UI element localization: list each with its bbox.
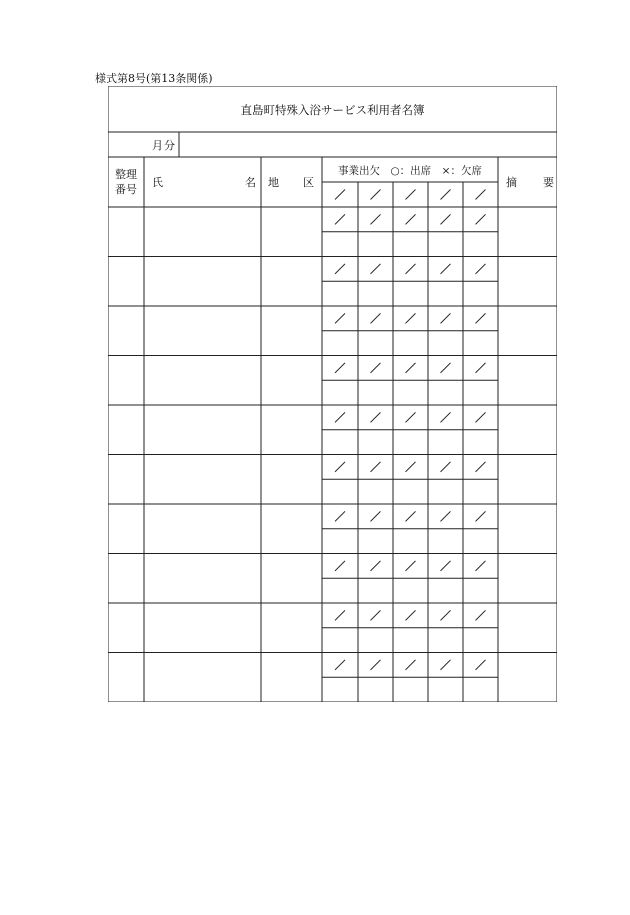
record-row-4-date-slash-2 (371, 363, 381, 373)
record-row-3-date-slash-5 (476, 313, 486, 323)
record-row-8-date-slash-2 (371, 561, 381, 571)
record-row-5-date-slash-3 (406, 412, 416, 422)
record-row-7-date-slash-4 (441, 511, 451, 521)
header-attendance: 事業出欠 ○：出席 ×：欠席 (338, 165, 482, 177)
record-row-4-date-slash-5 (476, 363, 486, 373)
record-row-6-date-slash-1 (335, 462, 345, 472)
record-row-3-date-slash-4 (441, 313, 451, 323)
record-row-3-date-slash-1 (335, 313, 345, 323)
header-date-slash-3 (406, 190, 416, 200)
record-row-2-date-slash-2 (371, 264, 381, 274)
record-row-9-date-slash-5 (476, 610, 486, 620)
roster-sheet (108, 86, 557, 702)
form-title: 直島町特殊入浴サービス利用者名簿 (240, 103, 425, 117)
record-row-2-date-slash-3 (406, 264, 416, 274)
record-row-2-date-slash-1 (335, 264, 345, 274)
header-date-slash-4 (441, 190, 451, 200)
record-row-9-date-slash-3 (406, 610, 416, 620)
month-label: 月分 (152, 139, 176, 152)
record-row-6-date-slash-4 (441, 462, 451, 472)
record-row-6-date-slash-3 (406, 462, 416, 472)
table-grid (108, 86, 557, 702)
record-row-4-date-slash-4 (441, 363, 451, 373)
record-row-5-date-slash-2 (371, 412, 381, 422)
record-row-8-date-slash-5 (476, 561, 486, 571)
record-row-2-date-slash-5 (476, 264, 486, 274)
record-row-7-date-slash-2 (371, 511, 381, 521)
record-row-1-date-slash-2 (371, 214, 381, 224)
header-name-left: 氏 (152, 176, 163, 189)
record-row-7-date-slash-5 (476, 511, 486, 521)
record-row-4-date-slash-3 (406, 363, 416, 373)
record-row-1-date-slash-4 (441, 214, 451, 224)
record-row-5-date-slash-1 (335, 412, 345, 422)
record-row-1-date-slash-1 (335, 214, 345, 224)
header-date-slash-5 (476, 190, 486, 200)
record-row-5-date-slash-5 (476, 412, 486, 422)
header-number-line2: 番号 (115, 183, 137, 196)
record-row-8-date-slash-4 (441, 561, 451, 571)
record-row-10-date-slash-5 (476, 660, 486, 670)
record-row-6-date-slash-2 (371, 462, 381, 472)
form-label: 様式第8号(第13条関係) (95, 72, 213, 85)
record-row-7-date-slash-1 (335, 511, 345, 521)
record-row-9-date-slash-4 (441, 610, 451, 620)
record-row-3-date-slash-3 (406, 313, 416, 323)
record-row-8-date-slash-3 (406, 561, 416, 571)
header-date-slash-2 (371, 190, 381, 200)
record-row-6-date-slash-5 (476, 462, 486, 472)
record-row-10-date-slash-3 (406, 660, 416, 670)
record-row-1-date-slash-3 (406, 214, 416, 224)
header-remarks-left: 摘 (506, 176, 517, 189)
record-row-4-date-slash-1 (335, 363, 345, 373)
record-row-10-date-slash-1 (335, 660, 345, 670)
record-row-3-date-slash-2 (371, 313, 381, 323)
record-row-1-date-slash-5 (476, 214, 486, 224)
record-row-9-date-slash-2 (371, 610, 381, 620)
record-row-5-date-slash-4 (441, 412, 451, 422)
header-number-line1: 整理 (115, 168, 137, 181)
record-row-7-date-slash-3 (406, 511, 416, 521)
header-district-right: 区 (303, 176, 314, 189)
header-remarks-right: 要 (543, 176, 554, 189)
header-district-left: 地 (268, 176, 279, 189)
record-row-10-date-slash-2 (371, 660, 381, 670)
header-name-right: 名 (245, 176, 256, 189)
record-row-10-date-slash-4 (441, 660, 451, 670)
record-row-2-date-slash-4 (441, 264, 451, 274)
header-number (108, 167, 144, 197)
header-date-slash-1 (335, 190, 345, 200)
record-row-9-date-slash-1 (335, 610, 345, 620)
record-row-8-date-slash-1 (335, 561, 345, 571)
